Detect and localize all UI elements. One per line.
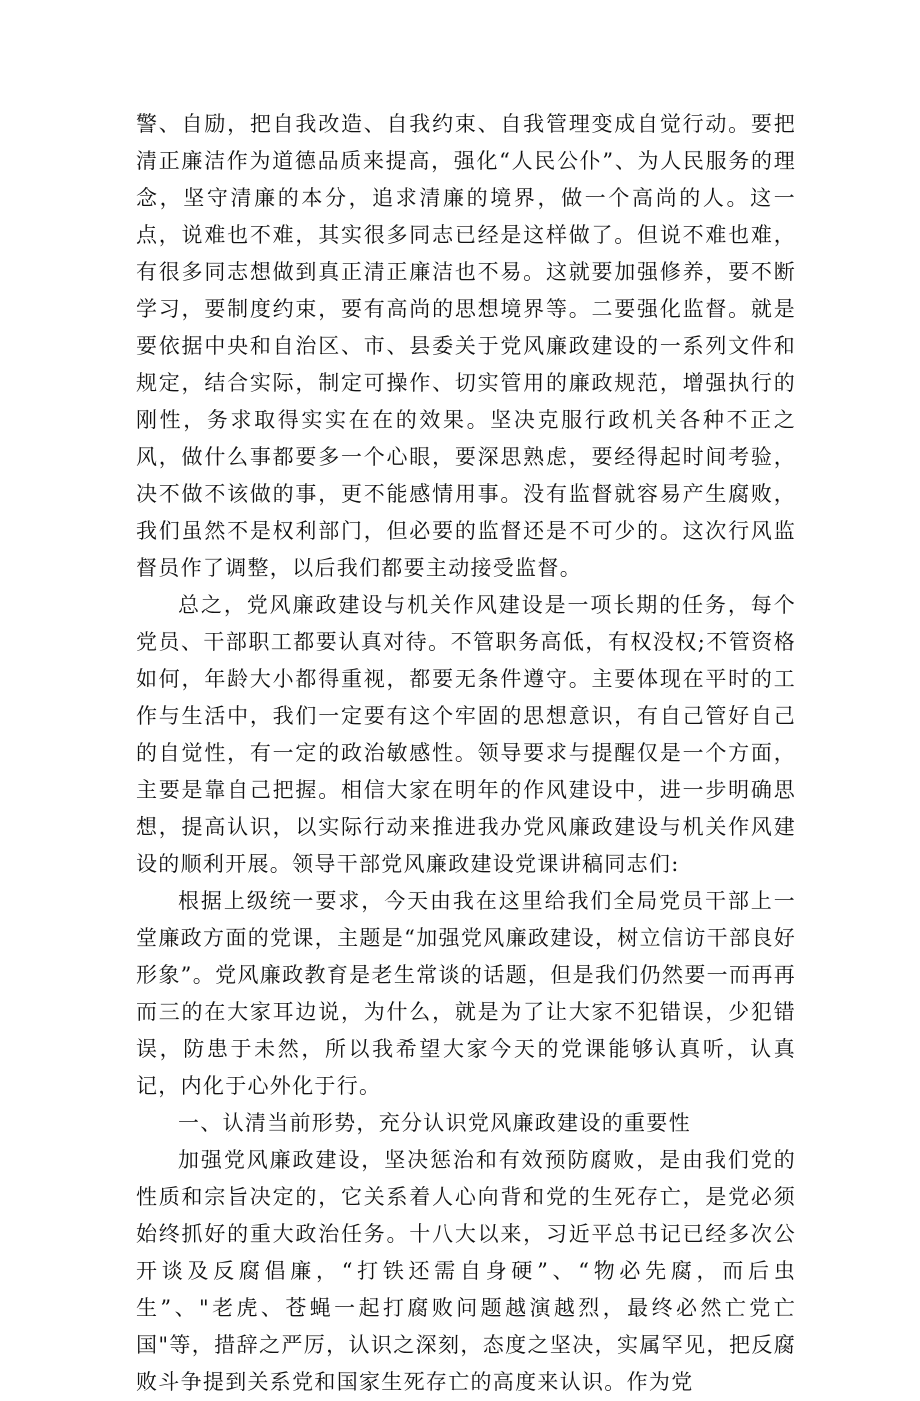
paragraph-4: 加强党风廉政建设，坚决惩治和有效预防腐败，是由我们党的性质和宗旨决定的，它关系着人心向背和党的生死存亡，是党必须始终抓好的重大政治任务。十八大以来，习近平总书记已经多次公开谈及反腐倡廉，“打铁还需自身硬”、“物必先腐，而后虫生”、"老虎、苍蝇一起打腐败问题越演越烈，最终必然亡党亡国"等，措辞之严厉，认识之深刻，态度之坚决，实属罕见，把反腐败斗争提到关系党和国家生死存亡的高度来认识。作为党 bbox=[136, 1148, 796, 1394]
section-heading: 一、认清当前形势，充分认识党风廉政建设的重要性 bbox=[178, 1111, 691, 1135]
paragraph-2: 总之，党风廉政建设与机关作风建设是一项长期的任务，每个党员、干部职工都要认真对待。不管职务高低，有权没权;不管资格如何，年龄大小都得重视，都要无条件遵守。主要体现在平时的工作与生活中，我们一定要有这个牢固的思想意识，有自己管好自己的自觉性，有一定的政治敏感性。领导要求与提醒仅是一个方面，主要是靠自己把握。相信大家在明年的作风建设中，进一步明确思想，提高认识，以实际行动来推进我办党风廉政建设与机关作风建设的顺利开展。领导干部党风廉政建设党课讲稿同志们: bbox=[136, 593, 796, 876]
paragraph-1: 警、自励，把自我改造、自我约束、自我管理变成自觉行动。要把清正廉洁作为道德品质来提高，强化“人民公仆”、为人民服务的理念，坚守清廉的本分，追求清廉的境界，做一个高尚的人。这一点，说难也不难，其实很多同志已经是这样做了。但说不难也难，有很多同志想做到真正清正廉洁也不易。这就要加强修养，要不断学习，要制度约束，要有高尚的思想境界等。二要强化监督。就是要依据中央和自治区、市、县委关于党风廉政建设的一系列文件和规定，结合实际，制定可操作、切实管用的廉政规范，增强执行的刚性，务求取得实实在在的效果。坚决克服行政机关各种不正之风，做什么事都要多一个心眼，要深思熟虑，要经得起时间考验，决不做不该做的事，更不能感情用事。没有监督就容易产生腐败，我们虽然不是权利部门，但必要的监督还是不可少的。这次行风监督员作了调整，以后我们都要主动接受监督。 bbox=[136, 112, 796, 580]
paragraph-3: 根据上级统一要求，今天由我在这里给我们全局党员干部上一堂廉政方面的党课，主题是“加强党风廉政建设，树立信访干部良好形象”。党风廉政教育是老生常谈的话题，但是我们仍然要一而再再而三的在大家耳边说，为什么，就是为了让大家不犯错误，少犯错误，防患于未然，所以我希望大家今天的党课能够认真听，认真记，内化于心外化于行。 bbox=[136, 889, 796, 1098]
document-body bbox=[136, 106, 796, 1401]
